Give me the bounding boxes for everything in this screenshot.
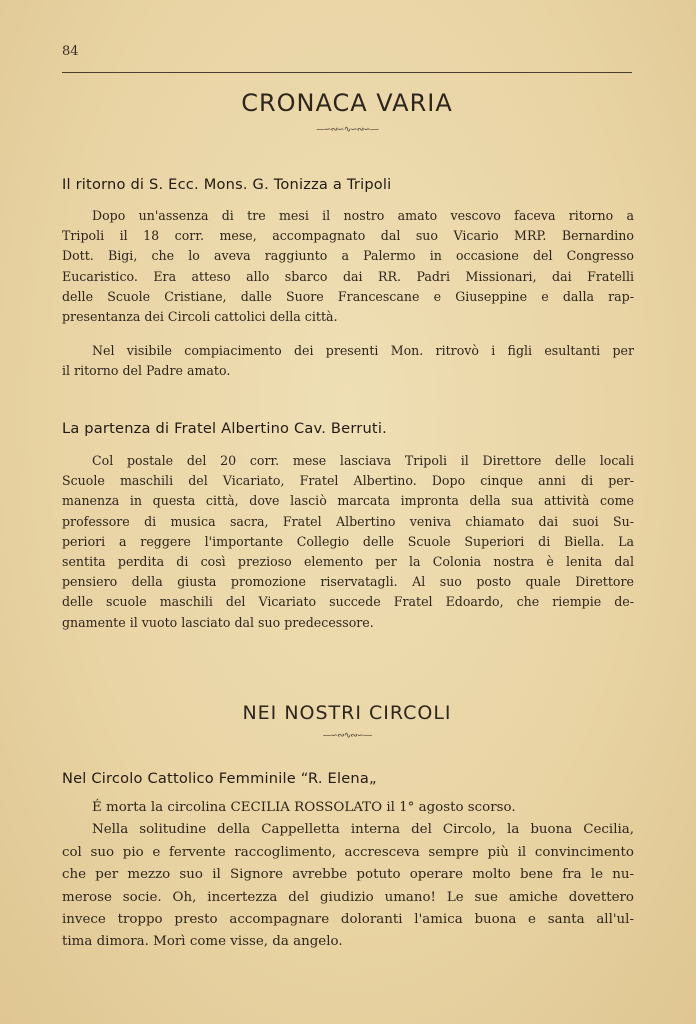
text-line: sentita perdita di così prezioso elemento per la Colonia nostra è lenita dal [62,554,634,570]
text-line: periori a reggere l'importante Collegio delle Scuole Superiori di Biella. La [62,533,634,549]
text-line: Tripoli il 18 corr. mese, accompagnato dal suo Vicario MRP. Bernardino [62,228,634,244]
header-rule [62,72,632,73]
text-line: gnamente il vuoto lasciato dal suo predecessore. [62,614,374,630]
section-ornament: —∽∾∿∾∽— [322,731,372,741]
section-title-nei-nostri-circoli: NEI NOSTRI CIRCOLI [242,702,452,724]
text-line: manenza in questa città, dove lasciò marcata impronta della sua attività come [62,493,634,509]
article-paragraph [62,206,634,327]
section-ornament: —∽∾∽∿∽∾∽— [316,125,378,135]
text-line: presentanza dei Circoli cattolici della città. [62,309,338,325]
article-heading-circolo-elena: Nel Circolo Cattolico Femminile “R. Elena„ [62,770,377,787]
section-title-cronaca-varia: CRONACA VARIA [241,89,453,117]
text-line: che per mezzo suo il Signore avrebbe potuto operare molto bene fra le nu- [62,867,634,883]
text-line: tima dimora. Morì come visse, da angelo. [62,934,343,950]
text-line: Dott. Bigi, che lo aveva raggiunto a Palermo in occasione del Congresso [62,248,634,264]
text-line: Dopo un'assenza di tre mesi il nostro amato vescovo faceva ritorno a [92,208,634,223]
text-line: Nella solitudine della Cappelletta interna del Circolo, la buona Cecilia, [92,822,634,838]
article-heading-berruti: La partenza di Fratel Albertino Cav. Berruti. [62,420,387,437]
text-line: É morta la circolina CECILIA ROSSOLATO il 1° agosto scorso. [92,800,516,815]
text-line: Col postale del 20 corr. mese lasciava Tripoli il Direttore delle locali [92,453,634,468]
text-line: invece troppo presto accompagnare doloranti l'amica buona e santa all'ul- [62,912,634,928]
text-line: pensiero della giusta promozione riservatagli. Al suo posto quale Direttore [62,574,634,590]
text-line: professore di musica sacra, Fratel Albertino veniva chiamato dai suoi Su- [62,513,634,529]
page-number: 84 [62,44,79,59]
article-paragraph [62,451,634,633]
text-line: delle scuole maschili del Vicariato succede Fratel Edoardo, che riempie de- [62,594,634,610]
article-paragraph [62,341,634,381]
text-line: col suo pio e fervente raccoglimento, accresceva sempre più il convincimento [62,844,634,860]
text-line: delle Scuole Cristiane, dalle Suore Francescane e Giuseppine e dalla rap- [62,288,634,304]
article-paragraph [62,797,634,954]
text-line: Eucaristico. Era atteso allo sbarco dai RR. Padri Missionari, dai Fratelli [62,268,634,284]
text-line: Nel visibile compiacimento dei presenti Mon. ritrovò i figli esultanti per [92,343,634,358]
text-line: il ritorno del Padre amato. [62,363,231,379]
article-heading-tonizza: Il ritorno di S. Ecc. Mons. G. Tonizza a Tripoli [62,176,392,193]
text-line: merose socie. Oh, incertezza del giudizio umano! Le sue amiche dovettero [62,889,634,905]
text-line: Scuole maschili del Vicariato, Fratel Albertino. Dopo cinque anni di per- [62,473,634,489]
